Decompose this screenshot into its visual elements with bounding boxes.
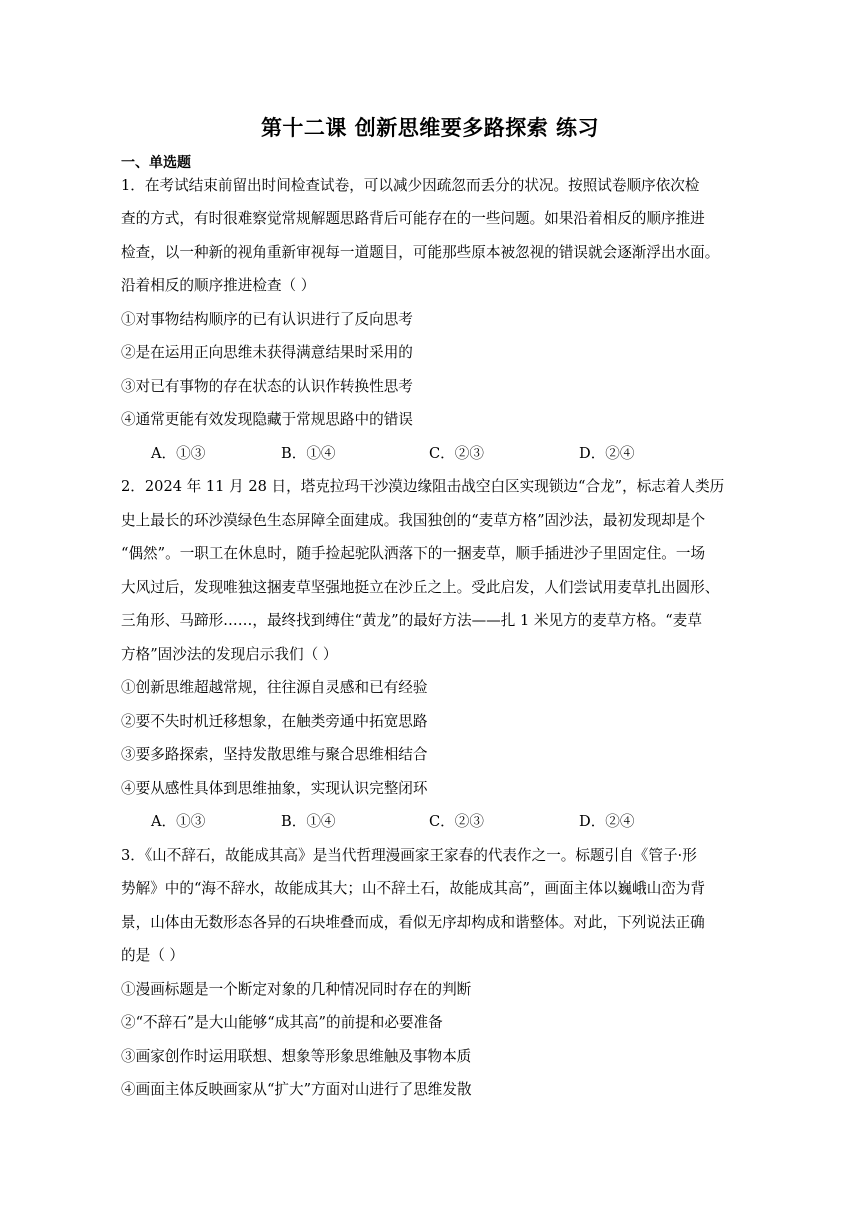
question-3-statement: ③画家创作时运用联想、想象等形象思维触及事物本质 (121, 1048, 472, 1065)
question-3-statement: ①漫画标题是一个断定对象的几种情况同时存在的判断 (121, 981, 472, 998)
question-2-statement: ③要多路探索，坚持发散思维与聚合思维相结合 (121, 746, 428, 763)
option-d: D．②④ (579, 445, 635, 462)
option-d: D．②④ (579, 813, 635, 830)
document-title: 第十二课 创新思维要多路探索 练习 (260, 116, 600, 140)
option-c: C．②③ (429, 813, 484, 830)
question-1-statement: ②是在运用正向思维未获得满意结果时采用的 (121, 344, 413, 361)
question-2-stem-line: 方格”固沙法的发现启示我们（ ） (121, 646, 338, 663)
question-3-statement: ④画面主体反映画家从“扩大”方面对山进行了思维发散 (121, 1081, 472, 1098)
question-1-stem-line: 1．在考试结束前留出时间检查试卷，可以减少因疏忽而丢分的状况。按照试卷顺序依次检 (121, 177, 700, 194)
question-1-statement: ③对已有事物的存在状态的认识作转换性思考 (121, 378, 413, 395)
question-2-stem-line: 2．2024 年 11 月 28 日，塔克拉玛干沙漠边缘阻击战空白区实现锁边“合龙”，标志着人类历 (121, 478, 725, 495)
question-1-statement: ④通常更能有效发现隐藏于常规思路中的错误 (121, 411, 413, 428)
question-2-statement: ②要不失时机迁移想象，在触类旁通中拓宽思路 (121, 713, 428, 730)
option-a: A．①③ (151, 813, 206, 830)
question-1-statement: ①对事物结构顺序的已有认识进行了反向思考 (121, 311, 413, 328)
option-a: A．①③ (151, 445, 206, 462)
option-b: B．①④ (281, 813, 336, 830)
question-3-stem-line: 景，山体由无数形态各异的石块堆叠而成，看似无序却构成和谐整体。对此，下列说法正确 (121, 914, 705, 931)
question-3-stem-line: 的是（ ） (121, 947, 185, 964)
question-2-stem-line: 三角形、马蹄形……，最终找到缚住“黄龙”的最好方法——扎 1 米见方的麦草方格。“麦草 (121, 612, 702, 629)
question-2-statement: ①创新思维超越常规，往往源自灵感和已有经验 (121, 679, 428, 696)
question-3-stem-line: 势解》中的“海不辞水，故能成其大；山不辞土石，故能成其高”，画面主体以巍峨山峦为背 (121, 880, 706, 897)
question-3-stem-line: 3．《山不辞石，故能成其高》是当代哲理漫画家王家春的代表作之一。标题引自《管子·形 (121, 847, 697, 864)
question-2-stem-line: 史上最长的环沙漠绿色生态屏障全面建成。我国独创的“麦草方格”固沙法，最初发现却是个 (121, 512, 706, 529)
option-c: C．②③ (429, 445, 484, 462)
question-1-stem-line: 沿着相反的顺序推进检查（ ） (121, 277, 316, 294)
question-2-stem-line: 大风过后，发现唯独这捆麦草坚强地挺立在沙丘之上。受此启发，人们尝试用麦草扎出圆形、 (121, 579, 720, 596)
question-1-stem-line: 查的方式，有时很难察觉常规解题思路背后可能存在的一些问题。如果沿着相反的顺序推进 (121, 210, 705, 227)
question-3-statement: ②“不辞石”是大山能够“成其高”的前提和必要准备 (121, 1014, 443, 1031)
section-heading: 一、单选题 (121, 155, 191, 171)
question-2-statement: ④要从感性具体到思维抽象，实现认识完整闭环 (121, 780, 428, 797)
option-b: B．①④ (281, 445, 336, 462)
question-2-stem-line: “偶然”。一职工在休息时，随手捡起驼队洒落下的一捆麦草，顺手插进沙子里固定住。一场 (121, 545, 706, 562)
question-1-stem-line: 检查，以一种新的视角重新审视每一道题目，可能那些原本被忽视的错误就会逐渐浮出水面。 (121, 244, 720, 261)
